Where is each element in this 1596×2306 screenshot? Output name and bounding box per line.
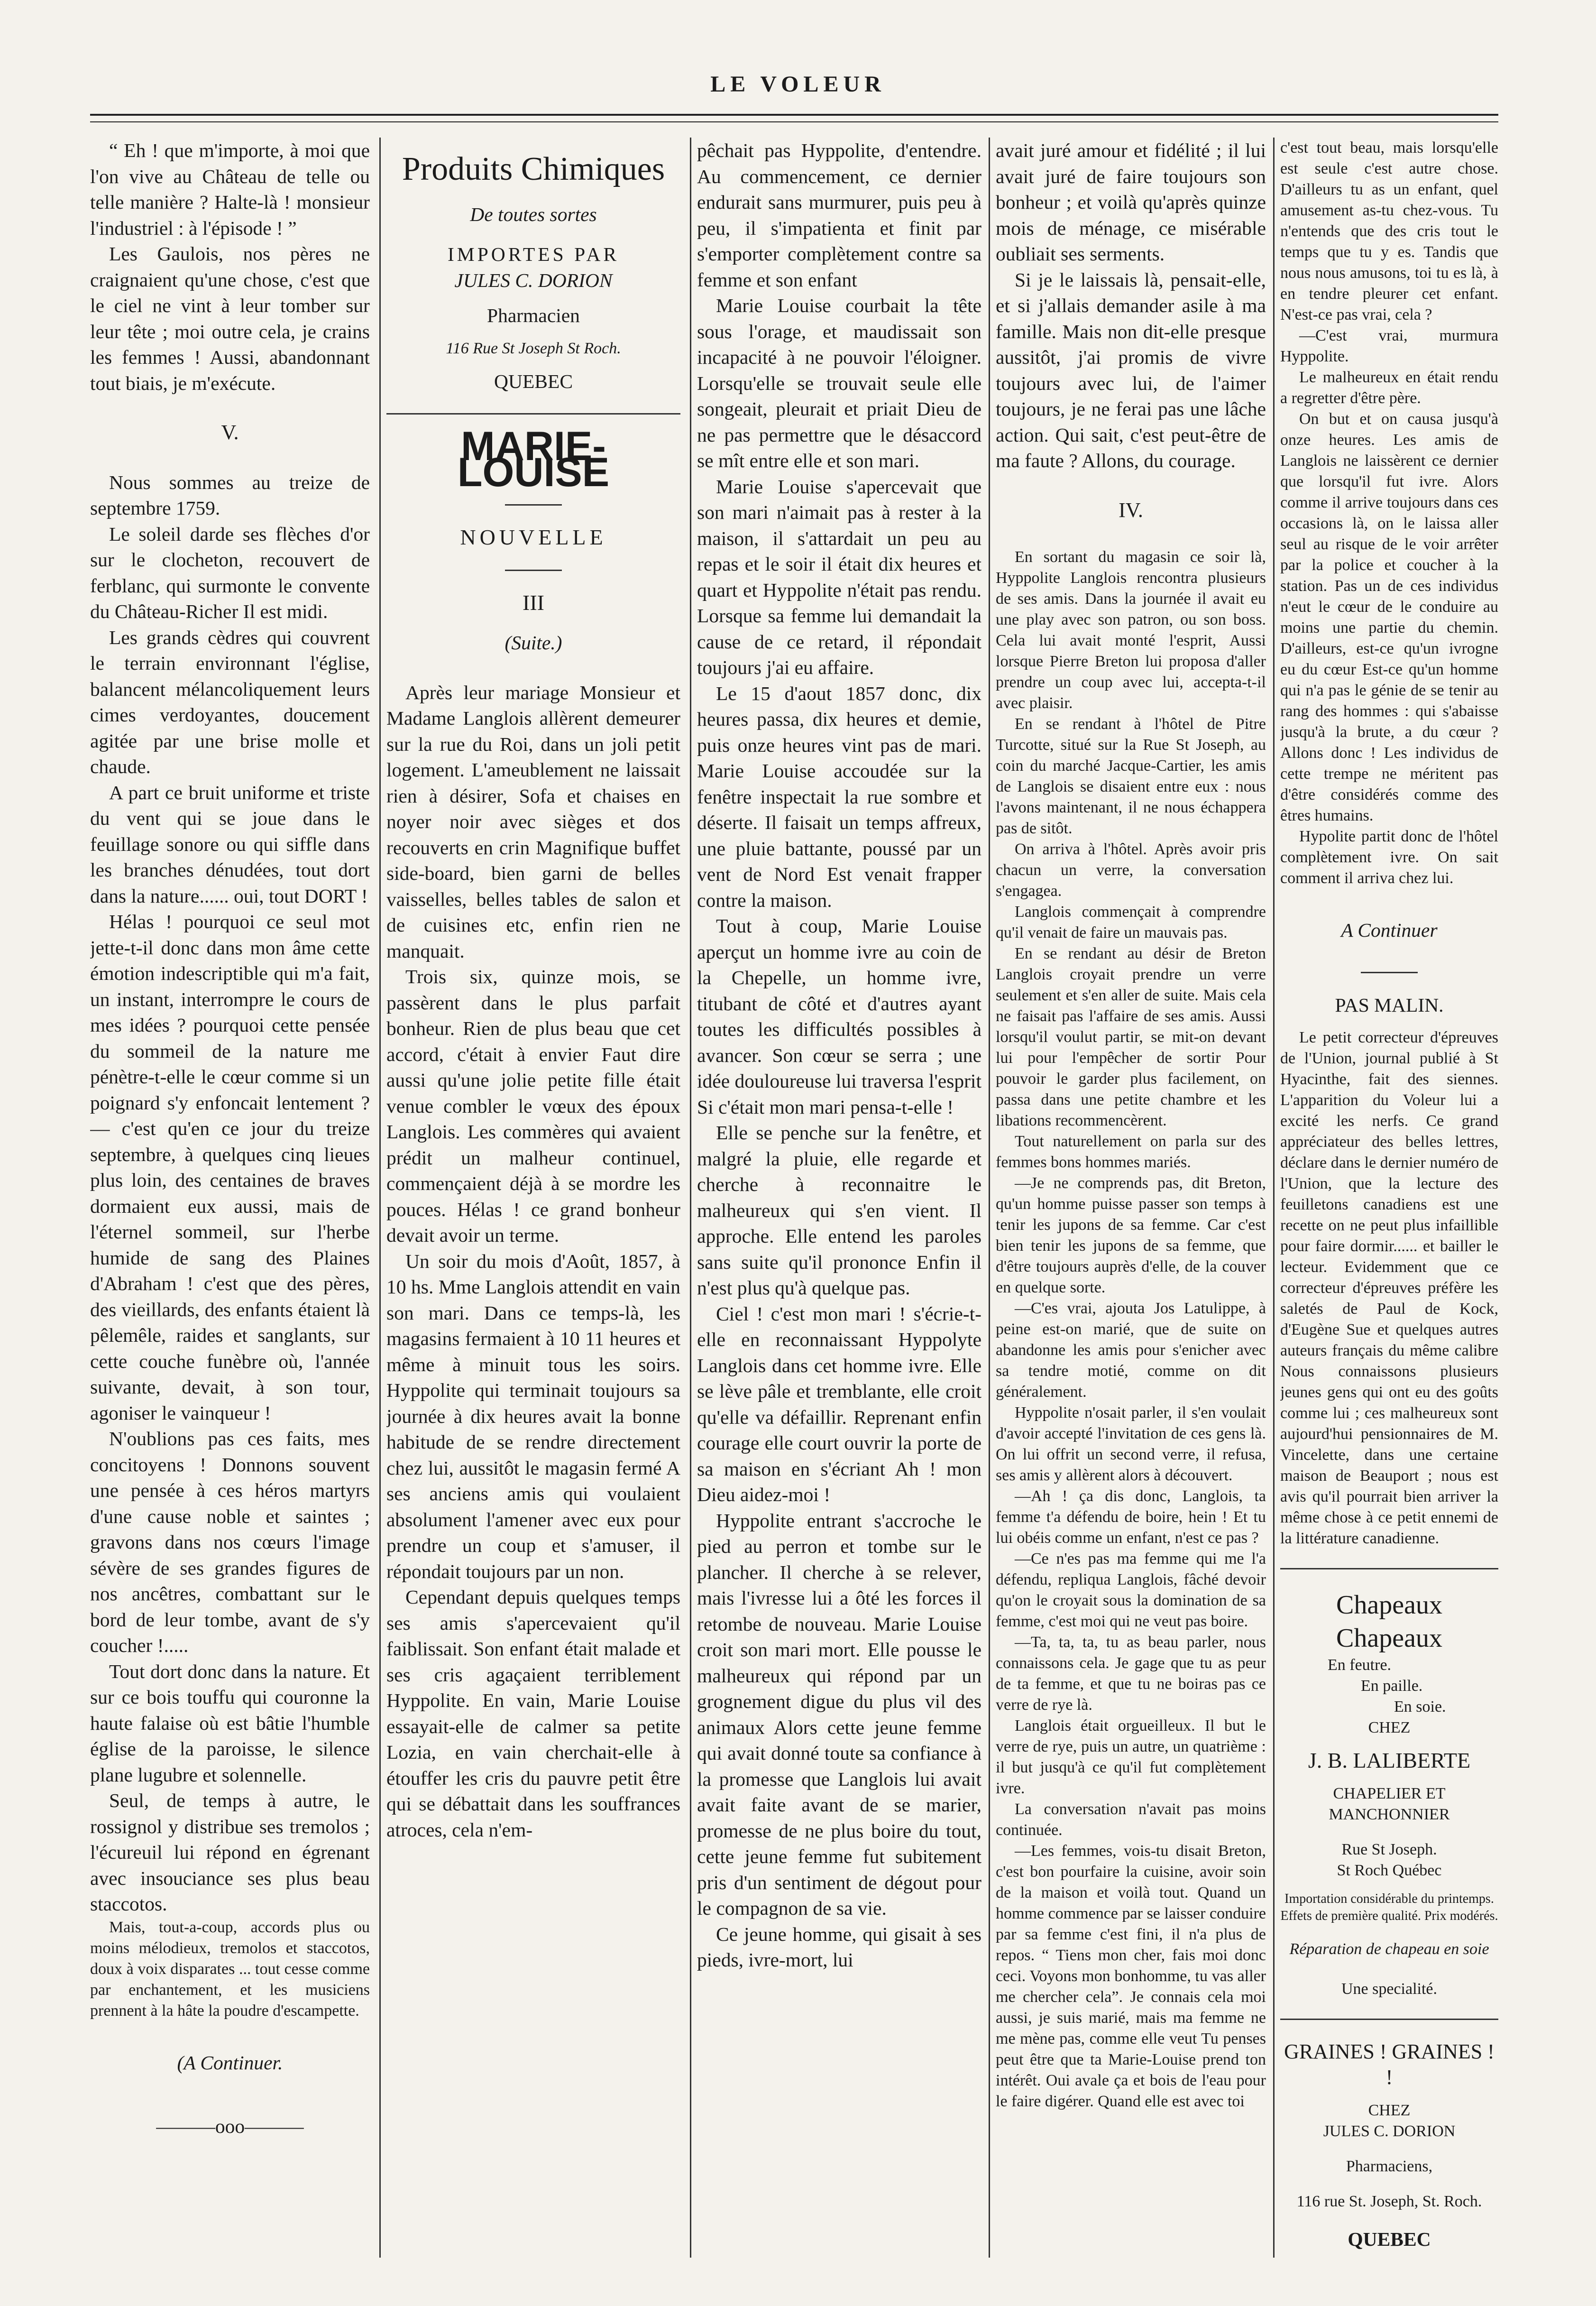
ad-line: En feutre. <box>1328 1656 1392 1674</box>
ad-line: Pharmaciens, <box>1346 2157 1433 2175</box>
divider <box>1280 2019 1498 2020</box>
col3-para: Ciel ! c'est mon mari ! s'écrie-t-elle en reconnaissant Hyppolyte Langlois dans cet homme ivre. Elle se lève pâle et tremblante, elle croit qu'elle va défaillir. Reprenant enfin courage elle court ouvrir la porte de sa maison en s'écriant Ah ! mon Dieu aidez-moi ! <box>697 1302 981 1505</box>
col3-para: pêchait pas Hyppolite, d'entendre. Au commencement, ce dernier endurait sans murmurer, puis peu à peu, il s'impatienta et finit par s'emporter complètement contre sa femme et son enfant <box>697 139 981 291</box>
col1-para: Nous sommes au treize de septembre 1759. <box>90 471 370 519</box>
col4-para: Si je le laissais là, pensait-elle, et si j'allais demander asile à ma famille. Mais non dit-elle presque aussitôt, j'ai promis de vivre toujours avec lui, de l'aimer toujours, je ne ferai pas une lâche action. Qui sait, c'est peut-être de ma faute ? Allons, du courage. <box>996 268 1266 471</box>
ad-subtitle: De toutes sortes <box>470 203 597 225</box>
col4-para: En sortant du magasin ce soir là, Hyppolite Langlois rencontra plusieurs de ses amis. Dans la journée il avait eu une play avec son patron, ou son boss. Cela lui avait monté l'esprit, Aussi lorsque Pierre Breton lui proposa d'aller prendre un coup avec lui, accepta-t-il avec plaisir. <box>996 548 1266 712</box>
col2-para: Après leur mariage Monsieur et Madame Langlois allèrent demeurer sur la rue du Roi, dans un joli petit logement. L'ameublement ne laissait rien à désirer, Sofa et chaises en noyer noir avec sièges et dos recouverts en crin Magnifique buffet side-board, bien garni de belles vaisselles, belles tables de salon et de cuisines etc, enfin rien ne manquait. <box>386 681 680 962</box>
chapter-number: III <box>523 590 544 615</box>
col4-para: —Ta, ta, ta, tu as beau parler, nous connaissons cela. Je gage que tu as peur de ta femme, et que tu ne boiras pas ce verre de rye là. <box>996 1633 1266 1714</box>
col4-para: On arriva à l'hôtel. Après avoir pris chacun un verre, la conversation s'engagea. <box>996 840 1266 900</box>
divider <box>386 413 680 415</box>
ad-name: JULES C. DORION <box>1323 2122 1456 2140</box>
section-heading: V. <box>221 421 239 444</box>
col4-para: —Ce n'es pas ma femme qui me l'a défendu, repliqua Langlois, fâché devoir qu'on le croyait sous la domination de sa femme, c'est moi qui ne veut pas boire. <box>996 1550 1266 1630</box>
ad-importes: IMPORTES PAR <box>447 243 620 265</box>
top-rule-thin <box>90 121 1498 122</box>
col4-para: Hyppolite n'osait parler, il s'en voulait d'avoir accepté l'invitation de ces gens là. On lui offrit un second verre, il refusa, ses amis y allèrent alors à découvert. <box>996 1404 1266 1484</box>
col2-para: Trois six, quinze mois, se passèrent dans le plus parfait bonheur. Rien de plus beau que cet accord, c'était à envier Faut dire aussi qu'une jolie petite fille était venue combler le vœux des époux Langlois. Les commères qui avaient prédit un malheur continuel, commençaient déjà à se mordre les pouces. Hélas ! ce grand bonheur devait avoir un terme. <box>386 966 680 1246</box>
col5-para: c'est tout beau, mais lorsqu'elle est seule c'est autre chose. D'ailleurs tu as un enfant, quel amusement as-tu chez-vous. Tu n'entends que des cris tout le temps que tu y es. Tandis que nous nous amusons, toi tu es là, à en tendre pleurer cet enfant. N'est-ce pas vrai, cela ? <box>1280 139 1498 323</box>
column-4 <box>996 138 1266 2262</box>
col5-para: Hypolite partit donc de l'hôtel complètement ivre. On sait comment il arriva chez lui. <box>1280 828 1498 887</box>
col1-para: Les grands cèdres qui couvrent le terrain environnant l'église, balancent mélancoliquement leurs cimes verdoyantes, doucement agitée par une brise molle et chaude. <box>90 626 370 777</box>
ad-city: QUEBEC <box>1348 2228 1431 2250</box>
col1-para: A part ce bruit uniforme et triste du vent qui se joue dans le feuillage sonore ou qui siffle dans les branches dénudées, tout dort dans la nature...... oui, tout DORT ! <box>90 781 370 907</box>
ad-title: GRAINES ! GRAINES ! ! <box>1284 2039 1495 2089</box>
article-title: PAS MALIN. <box>1335 994 1444 1016</box>
continue-note: A Continuer <box>1341 919 1438 941</box>
chapter-number: IV. <box>1119 498 1143 522</box>
col3-para: Elle se penche sur la fenêtre, et malgré la pluie, elle regarde et cherche à reconnaitre le malheureux qui s'en vient. Il approche. Elle entend les paroles sans suite qu'il prononce Enfin il n'est plus qu'à quelque pas. <box>697 1122 981 1299</box>
divider <box>1361 972 1418 973</box>
ad-address: Rue St Joseph. <box>1341 1840 1437 1858</box>
ad-line: Importation considérable du printemps. Effets de première qualité. Prix modérés. <box>1280 1891 1498 1923</box>
col5-para: Le malheureux en était rendu a regretter d'être père. <box>1280 369 1498 407</box>
col4-para: —Je ne comprends pas, dit Breton, qu'un homme puisse passer son temps à tenir les jupons de sa femme. Car c'est bien tenir les jupons de sa femme, que d'être toujours auprès d'elle, de la couver en quelque sorte. <box>996 1174 1266 1296</box>
col4-para: En se rendant à l'hôtel de Pitre Turcotte, situé sur la Rue St Joseph, au coin du marché Jacque-Cartier, les amis de Langlois se disaient entre eux : nous l'avons maintenant, il ne nous échappera pas de sitôt. <box>996 715 1266 837</box>
col1-para: “ Eh ! que m'importe, à moi que l'on vive au Château de telle ou telle manière ? Halte-là ! monsieur l'industriel : à l'épisode ! ” <box>90 139 370 239</box>
col5-para: —C'est vrai, murmura Hyppolite. <box>1280 327 1498 365</box>
column-divider <box>379 138 381 2258</box>
col3-para: Tout à coup, Marie Louise aperçut un homme ivre au coin de la Chepelle, un homme ivre, titubant de côté et d'autres ayant toutes les difficultés possibles à avancer. Son cœur se serra ; une idée douloureuse lui traversa l'esprit Si c'était mon mari pensa-t-elle ! <box>697 915 981 1118</box>
column-divider <box>1273 138 1275 2258</box>
col4-para: Langlois commençait à comprendre qu'il venait de faire un mauvais pas. <box>996 903 1266 941</box>
story-genre: NOUVELLE <box>460 525 607 549</box>
col4-para: Tout naturellement on parla sur des femmes bons hommes mariés. <box>996 1133 1266 1171</box>
col2-para: Un soir du mois d'Août, 1857, à 10 hs. Mme Langlois attendit en vain son mari. Dans ce temps-là, les magasins fermaient à 10 11 heures et même à minuit tous les soirs. Hyppolite qui terminait toujours sa journée à dix heures avait la bonne habitude de se rendre directement chez lui, aussitôt le magasin fermé A ses anciens amis qui voulaient absolument l'amener avec eux pour prendre un coup et s'amuser, il répondait toujours par un non. <box>386 1250 680 1582</box>
col1-para: Tout dort donc dans la nature. Et sur ce bois touffu qui couronne la haute falaise où est bâtie l'humble église de la paroisse, le silence plane lugubre et solennelle. <box>90 1660 370 1786</box>
suite-note: (Suite.) <box>504 632 562 654</box>
ad-title: Chapeaux Chapeaux <box>1336 1590 1442 1653</box>
column-2 <box>386 138 680 2262</box>
column-divider <box>690 138 691 2258</box>
ad-line: Réparation de chapeau en soie <box>1289 1940 1489 1958</box>
col4-para: La conversation n'avait pas moins continuée. <box>996 1800 1266 1839</box>
ad-line: CHAPELIER ET MANCHONNIER <box>1329 1784 1450 1823</box>
ad-line: En paille. <box>1361 1677 1423 1695</box>
ad-address: St Roch Québec <box>1337 1861 1442 1879</box>
col3-para: Marie Louise courbait la tête sous l'orage, et maudissait son incapacité à ne pouvoir l'éloigner. Lorsqu'elle se trouvait seule elle songeait, pleurait et priait Dieu de ne pas permettre que le désaccord se mît entre elle et son mari. <box>697 295 981 471</box>
ad-line: CHEZ <box>1368 1719 1411 1736</box>
divider <box>1280 1568 1498 1569</box>
col3-para: Hyppolite entrant s'accroche le pied au perron et tombe sur le plancher. Il cherche à se relever, mais l'ivresse lui a ôté les forces il retombe de nouveau. Marie Louise croit son mari mort. Elle pousse le malheureux qui répond par un grognement digue du plus vil des animaux Alors cette jeune femme qui avait donné toute sa confiance à la promesse que Langlois lui avait avait faite avant de se marier, promesse de ne plus boire du tout, cette jeune femme fut subitement pris d'un sentiment de dégout pour le compagnon de sa vie. <box>697 1509 981 1919</box>
col3-para: Marie Louise s'apercevait que son mari n'aimait pas à rester à la maison, il s'attardait un peu au repas et le soir il était dix heures et quart et Hyppolite n'était pas rendu. Lorsque sa femme lui demandait la cause de ce retard, il répondait toujours j'ai eu affaire. <box>697 475 981 678</box>
col3-para: Ce jeune homme, qui gisait à ses pieds, ivre-mort, lui <box>697 1923 981 1971</box>
ad-line: En soie. <box>1394 1698 1446 1716</box>
col2-para: Cependant depuis quelques temps ses amis s'apercevaient qu'il faiblissait. Son enfant était malade et ses cris agaçaient terriblement Hyppolite. En vain, Marie Louise essayait-elle de calmer sa petite Lozia, en vain cherchait-elle à étouffer les cris du pauvre petit être qui se débattait dans les souffrances atroces, cela n'em- <box>386 1586 680 1841</box>
ad-city: QUEBEC <box>494 370 573 392</box>
col1-para: Hélas ! pourquoi ce seul mot jette-t-il donc dans mon âme cette émotion indescriptible qui m'a fait, un instant, interrompre le cours de mes idées ? pourquoi cette pensée du sommeil de la nature me pénètre-t-elle le cœur comme si un poignard s'y enfoncait lentement ? — c'est qu'en ce jour du treize septembre, à quelques cinq lieues plus loin, des centaines de braves dormaient eux aussi, mais de l'éternel sommeil, sur l'herbe humide de sang des Plaines d'Abraham ! c'est que des pères, des vieillards, des enfants étaient là pêlemêle, raides et sanglants, sur cette couche funèbre où, l'année suivante, devait, à son tour, agoniser le vainqueur ! <box>90 911 370 1424</box>
column-3 <box>697 138 981 2262</box>
column-divider <box>989 138 990 2258</box>
ad-address: 116 rue St. Joseph, St. Roch. <box>1296 2192 1482 2210</box>
ad-pharmacien: Pharmacien <box>487 304 580 326</box>
col4-para: —Ah ! ça dis donc, Langlois, ta femme t'a défendu de boire, hein ! Et tu lui obéis comme un enfant, n'est ce pas ? <box>996 1487 1266 1547</box>
end-ornament: ———ooo——— <box>156 2115 304 2137</box>
col1-para: Le soleil darde ses flèches d'or sur le clocheton, recouvert de ferblanc, qui surmonte le convente du Château-Richer Il est midi. <box>90 523 370 622</box>
article-body: Le petit correcteur d'épreuves de l'Union, journal publié à St Hyacinthe, fait des siennes. L'apparition du Voleur lui a excité les nerfs. Ce grand appréciateur des belles lettres, déclare dans le dernier numéro de l'Union, que la lecture des feuilletons canadiens est une recette on ne peut plus infaillible pour faire dormir...... et bailler le lecteur. Evidemment que ce correcteur d'épreuves préfère les saletés de Paul de Kock, d'Eugène Sue et quelques autres auteurs français du même calibre Nous connaissons plusieurs jeunes gens qui ont eu des goûts comme lui ; ces malheureux sont aujourd'hui pensionnaires de M. Vincelette, dans une certaine maison de Beauport ; nous est avis qu'il pourrait bien arriver la même chose à ce petit ennemi de la littérature canadienne. <box>1280 1029 1498 1547</box>
col4-para: En se rendant au désir de Breton Langlois croyait prendre un verre seulement et s'en aller de suite. Mais cela ne faisait pas l'affaire de ses amis. Aussi lorsqu'il voulut partir, se mit-on devant lui pour l'empêcher de sortir Pour pouvoir le garder plus facilement, on passa dans une petite chambre et les libations recommencèrent. <box>996 945 1266 1129</box>
ad-title: Produits Chimiques <box>402 151 665 187</box>
col1-para: N'oublions pas ces faits, mes concitoyens ! Donnons souvent une pensée à ces héros martyrs d'une cause noble et saintes ; gravons dans nos cœurs l'image sévère de ses grandes figures de nos ancêtres, combattant sur le bord de leur tombe, avant de s'y coucher !..... <box>90 1428 370 1656</box>
col5-para: On but et on causa jusqu'à onze heures. Les amis de Langlois ne laissèrent ce dernier que lorsqu'il fut ivre. Alors comme il arrive toujours dans ces occasions là, on le laissa aller seul au risque de le voir arrêter par la police et coucher à la station. Pas un de ces individus n'eut le cœur de le conduire au moins une partie du chemin. D'ailleurs, est-ce qu'un ivrogne eu du cœur Est-ce qu'un homme qui n'a pas le génie de se tenir au rang des hommes : qui s'abaisse jusqu'à la brute, a du cœur ? Allons donc ! Les individus de cette trempe ne méritent pas d'être considérés comme des êtres humains. <box>1280 410 1498 824</box>
ad-name: J. B. LALIBERTE <box>1308 1748 1471 1772</box>
col4-para: avait juré amour et fidélité ; il lui avait juré de faire toujours son bonheur ; et voilà qu'après quinze mois de ménage, ce misérable oubliait ses serments. <box>996 139 1266 265</box>
ad-name: JULES C. DORION <box>454 269 613 291</box>
divider <box>505 570 562 571</box>
continue-note: (A Continuer. <box>177 2051 283 2074</box>
col4-para: —Les femmes, vois-tu disait Breton, c'est bon pourfaire la cuisine, avoir soin de la maison et voilà tout. Quand un homme commence par se laisser conduire par sa femme c'est fini, il n'a plus de repos. “ Tiens mon cher, fais moi donc ceci. Voyons mon bonhomme, tu vas aller me chercher cela”. Je connais cela moi aussi, je suis marié, mais ma femme ne me mène pas, comme elle veut Tu penses peut être que ta Marie-Louise prend ton intérêt. Oui avale ça et bois de l'eau pour le faire digérer. Quand elle est avec toi <box>996 1842 1266 2110</box>
column-5 <box>1280 138 1498 2262</box>
divider <box>505 504 562 506</box>
col1-para: Les Gaulois, nos pères ne craignaient qu'une chose, c'est que le ciel ne vint à leur tomber sur leur tête ; moi outre cela, je crains les femmes ! Aussi, abandonnant tout biais, je m'exécute. <box>90 243 370 394</box>
col4-para: —C'es vrai, ajouta Jos Latulippe, à peine est-on marié, que de suite on abandonne les amis pour s'enicher avec sa tendre motié, comme on dit généralement. <box>996 1300 1266 1401</box>
ad-address: 116 Rue St Joseph St Roch. <box>446 339 621 357</box>
col3-para: Le 15 d'aout 1857 donc, dix heures passa, dix heures et demie, puis onze heures vint pas de mari. Marie Louise accoudée sur la fenêtre inspectait la rue sombre et déserte. Il faisait un temps affreux, une pluie battante, poussé par un vent de Nord Est venait frapper contre la maison. <box>697 682 981 911</box>
col1-para: Mais, tout-a-coup, accords plus ou moins mélodieux, tremolos et staccotos, doux à voix disparates ... tout cesse comme par enchantement, et les musiciens prennent à la hâte la poudre d'escampette. <box>90 1918 370 2020</box>
ad-line: CHEZ <box>1368 2101 1411 2119</box>
story-title: MARIE-LOUISE <box>457 424 610 495</box>
col4-para: Langlois était orgueilleux. Il but le verre de rye, puis un autre, un quatrième : il but jusqu'à ce qu'il fut complètement ivre. <box>996 1717 1266 1797</box>
col1-para: Seul, de temps à autre, le rossignol y distribue ses tremolos ; l'écureuil lui répond en égrenant avec insouciance ses plus beau staccotos. <box>90 1789 370 1915</box>
ad-line: Une specialité. <box>1341 1980 1438 1998</box>
masthead: LE VOLEUR <box>710 72 886 97</box>
column-1 <box>90 138 370 2262</box>
top-rule <box>90 114 1498 116</box>
